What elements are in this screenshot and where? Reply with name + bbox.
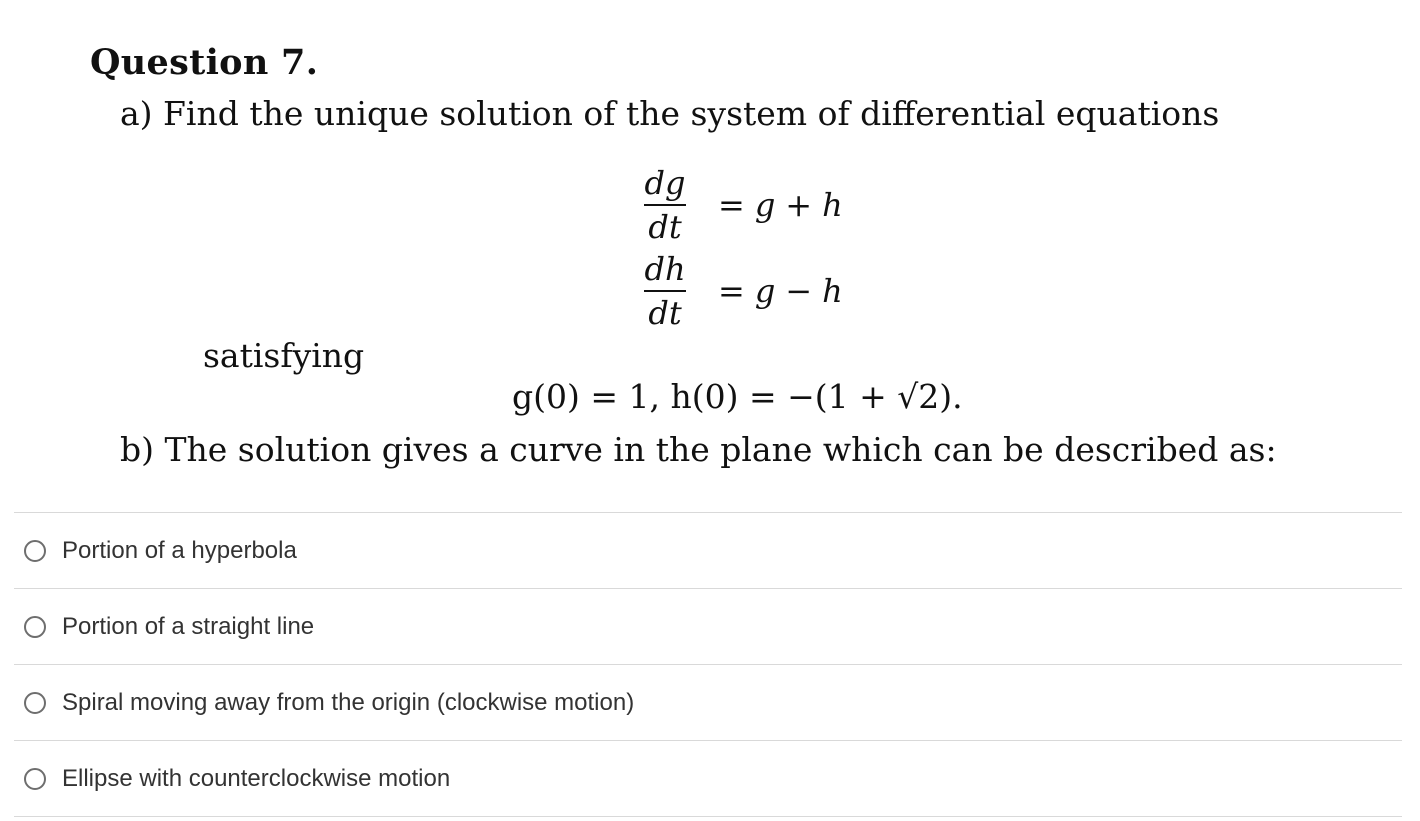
equals-sign: = bbox=[718, 186, 745, 224]
equals-sign: = bbox=[718, 272, 745, 310]
part-a-text: a) Find the unique solution of the system of differential equations bbox=[120, 94, 1220, 133]
radio-button-icon[interactable] bbox=[24, 692, 46, 714]
fraction-dg-dt bbox=[640, 164, 690, 246]
operator-minus: − bbox=[785, 272, 813, 310]
option-straight-line[interactable] bbox=[14, 589, 1402, 665]
option-label: Spiral moving away from the origin (clockwise motion) bbox=[62, 688, 635, 716]
fraction-numerator: dh bbox=[644, 250, 686, 288]
radio-button-icon[interactable] bbox=[24, 616, 46, 638]
option-hyperbola[interactable] bbox=[14, 513, 1402, 589]
equation-rhs bbox=[708, 186, 843, 224]
fraction-bar bbox=[644, 290, 686, 292]
rhs-var-h: h bbox=[822, 186, 843, 224]
rhs-var-g: g bbox=[754, 272, 776, 310]
equation-rhs bbox=[708, 272, 843, 310]
option-label: Portion of a hyperbola bbox=[62, 536, 297, 564]
equation-dh-dt bbox=[640, 248, 843, 334]
question-title: Question 7. bbox=[90, 42, 319, 83]
fraction-denominator: dt bbox=[648, 208, 682, 246]
rhs-var-g: g bbox=[754, 186, 776, 224]
initial-conditions: g(0) = 1, h(0) = −(1 + √2). bbox=[512, 377, 963, 416]
equation-dg-dt bbox=[640, 162, 843, 248]
answer-options bbox=[14, 512, 1402, 817]
fraction-bar bbox=[644, 204, 686, 206]
equation-system bbox=[640, 162, 843, 334]
fraction-dh-dt bbox=[640, 250, 690, 332]
option-label: Ellipse with counterclockwise motion bbox=[62, 764, 451, 792]
radio-button-icon[interactable] bbox=[24, 768, 46, 790]
satisfying-text: satisfying bbox=[203, 336, 365, 375]
radio-button-icon[interactable] bbox=[24, 540, 46, 562]
option-label: Portion of a straight line bbox=[62, 612, 315, 640]
fraction-numerator: dg bbox=[644, 164, 686, 202]
option-spiral[interactable] bbox=[14, 665, 1402, 741]
fraction-denominator: dt bbox=[648, 294, 682, 332]
rhs-var-h: h bbox=[822, 272, 843, 310]
option-ellipse[interactable] bbox=[14, 741, 1402, 817]
part-b-text: b) The solution gives a curve in the plane which can be described as: bbox=[120, 430, 1277, 469]
operator-plus: + bbox=[785, 186, 813, 224]
